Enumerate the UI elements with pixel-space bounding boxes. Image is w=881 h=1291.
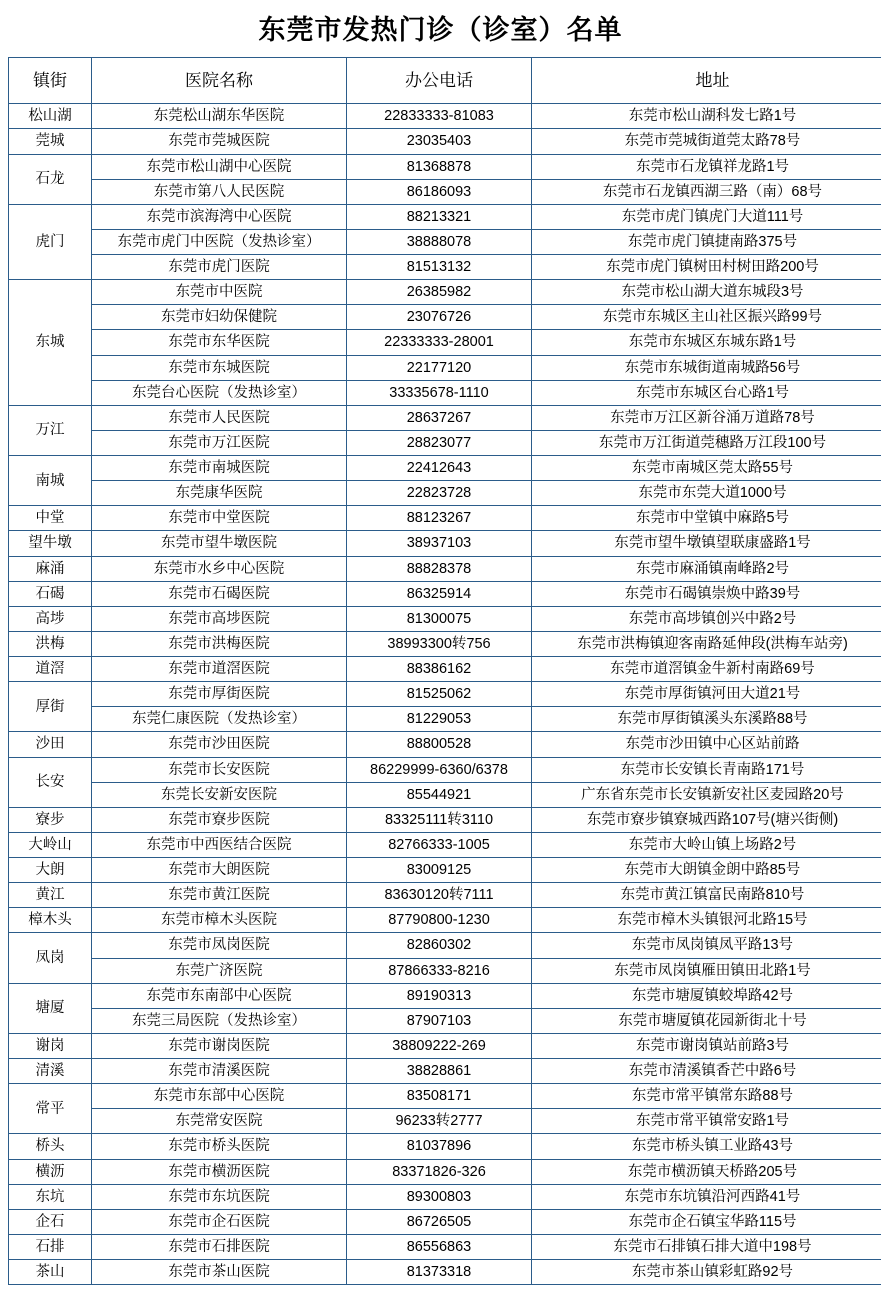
cell-telephone: 81525062: [347, 682, 532, 707]
cell-telephone: 88828378: [347, 556, 532, 581]
cell-hospital-name: 东莞市企石医院: [92, 1209, 347, 1234]
cell-hospital-name: 东莞市横沥医院: [92, 1159, 347, 1184]
cell-telephone: 81229053: [347, 707, 532, 732]
cell-address: 东莞市塘厦镇蛟埠路42号: [532, 983, 881, 1008]
cell-address: 东莞市塘厦镇花园新街北十号: [532, 1008, 881, 1033]
cell-telephone: 87907103: [347, 1008, 532, 1033]
cell-hospital-name: 东莞仁康医院（发热诊室）: [92, 707, 347, 732]
cell-town: 茶山: [9, 1260, 92, 1285]
cell-address: 东莞市虎门镇树田村树田路200号: [532, 255, 881, 280]
cell-address: 东莞市石排镇石排大道中198号: [532, 1234, 881, 1259]
cell-telephone: 88386162: [347, 657, 532, 682]
table-row: [9, 280, 881, 305]
cell-address: 东莞市樟木头镇银河北路15号: [532, 908, 881, 933]
cell-address: 东莞市东城区主山社区振兴路99号: [532, 305, 881, 330]
cell-hospital-name: 东莞市南城医院: [92, 456, 347, 481]
cell-telephone: 38828861: [347, 1059, 532, 1084]
cell-town: 大岭山: [9, 832, 92, 857]
table-row: [9, 154, 881, 179]
cell-address: 东莞市东城街道南城路56号: [532, 355, 881, 380]
cell-telephone: 83009125: [347, 858, 532, 883]
cell-address: 东莞市东坑镇沿河西路41号: [532, 1184, 881, 1209]
cell-hospital-name: 东莞市虎门医院: [92, 255, 347, 280]
table-row: [9, 179, 881, 204]
cell-hospital-name: 东莞市东南部中心医院: [92, 983, 347, 1008]
cell-town: 塘厦: [9, 983, 92, 1033]
cell-address: 东莞市寮步镇寮城西路107号(塘兴街侧): [532, 807, 881, 832]
cell-address: 东莞市石龙镇西湖三路（南）68号: [532, 179, 881, 204]
cell-hospital-name: 东莞市东华医院: [92, 330, 347, 355]
cell-telephone: 22333333-28001: [347, 330, 532, 355]
table-row: [9, 606, 881, 631]
cell-telephone: 23076726: [347, 305, 532, 330]
cell-telephone: 87866333-8216: [347, 958, 532, 983]
cell-town: 厚街: [9, 682, 92, 732]
cell-address: 东莞市松山湖科发七路1号: [532, 104, 881, 129]
table-row: [9, 631, 881, 656]
cell-telephone: 38888078: [347, 229, 532, 254]
cell-town: 万江: [9, 405, 92, 455]
table-header-row: [9, 58, 881, 104]
cell-telephone: 86186093: [347, 179, 532, 204]
table-row: [9, 1159, 881, 1184]
cell-address: 东莞市大岭山镇上场路2号: [532, 832, 881, 857]
cell-hospital-name: 东莞市望牛墩医院: [92, 531, 347, 556]
cell-telephone: 83630120转7111: [347, 883, 532, 908]
cell-address: 东莞市望牛墩镇望联康盛路1号: [532, 531, 881, 556]
table-row: [9, 1033, 881, 1058]
column-header-hospital: 医院名称: [92, 58, 347, 104]
cell-address: 东莞市清溪镇香芒中路6号: [532, 1059, 881, 1084]
table-row: [9, 405, 881, 430]
table-row: [9, 1134, 881, 1159]
cell-address: 东莞市洪梅镇迎客南路延伸段(洪梅车站旁): [532, 631, 881, 656]
cell-town: 东城: [9, 280, 92, 406]
cell-hospital-name: 东莞市中堂医院: [92, 506, 347, 531]
cell-hospital-name: 东莞市长安医院: [92, 757, 347, 782]
table-row: [9, 1234, 881, 1259]
cell-address: 东莞市桥头镇工业路43号: [532, 1134, 881, 1159]
cell-telephone: 22823728: [347, 481, 532, 506]
table-row: [9, 305, 881, 330]
table-row: [9, 531, 881, 556]
table-row: [9, 908, 881, 933]
cell-hospital-name: 东莞松山湖东华医院: [92, 104, 347, 129]
table-row: [9, 782, 881, 807]
cell-telephone: 38809222-269: [347, 1033, 532, 1058]
cell-hospital-name: 东莞市松山湖中心医院: [92, 154, 347, 179]
column-header-telephone: 办公电话: [347, 58, 532, 104]
cell-hospital-name: 东莞市大朗医院: [92, 858, 347, 883]
cell-address: 东莞市沙田镇中心区站前路: [532, 732, 881, 757]
cell-town: 常平: [9, 1084, 92, 1134]
cell-telephone: 38993300转756: [347, 631, 532, 656]
cell-address: 东莞市石龙镇祥龙路1号: [532, 154, 881, 179]
table-row: [9, 757, 881, 782]
table-row: [9, 1084, 881, 1109]
cell-address: 东莞市常平镇常安路1号: [532, 1109, 881, 1134]
table-row: [9, 807, 881, 832]
cell-town: 沙田: [9, 732, 92, 757]
cell-telephone: 88800528: [347, 732, 532, 757]
cell-town: 黄江: [9, 883, 92, 908]
cell-hospital-name: 东莞市高埗医院: [92, 606, 347, 631]
cell-town: 道滘: [9, 657, 92, 682]
cell-hospital-name: 东莞市凤岗医院: [92, 933, 347, 958]
table-row: [9, 129, 881, 154]
cell-hospital-name: 东莞市滨海湾中心医院: [92, 204, 347, 229]
cell-hospital-name: 东莞市中医院: [92, 280, 347, 305]
cell-telephone: 82766333-1005: [347, 832, 532, 857]
cell-address: 东莞市万江街道莞穗路万江段100号: [532, 430, 881, 455]
cell-telephone: 22833333-81083: [347, 104, 532, 129]
cell-town: 虎门: [9, 204, 92, 279]
cell-address: 东莞市虎门镇虎门大道111号: [532, 204, 881, 229]
cell-town: 横沥: [9, 1159, 92, 1184]
cell-telephone: 85544921: [347, 782, 532, 807]
cell-town: 麻涌: [9, 556, 92, 581]
fever-clinic-table: [8, 57, 881, 1285]
table-row: [9, 1260, 881, 1285]
cell-address: 东莞市厚街镇河田大道21号: [532, 682, 881, 707]
cell-telephone: 86229999-6360/6378: [347, 757, 532, 782]
cell-town: 松山湖: [9, 104, 92, 129]
cell-telephone: 83508171: [347, 1084, 532, 1109]
table-row: [9, 832, 881, 857]
cell-telephone: 89190313: [347, 983, 532, 1008]
table-row: [9, 657, 881, 682]
cell-town: 洪梅: [9, 631, 92, 656]
cell-telephone: 96233转2777: [347, 1109, 532, 1134]
cell-telephone: 83371826-326: [347, 1159, 532, 1184]
cell-telephone: 23035403: [347, 129, 532, 154]
cell-town: 石碣: [9, 581, 92, 606]
cell-address: 东莞市大朗镇金朗中路85号: [532, 858, 881, 883]
cell-hospital-name: 东莞市东坑医院: [92, 1184, 347, 1209]
table-row: [9, 883, 881, 908]
cell-hospital-name: 东莞市清溪医院: [92, 1059, 347, 1084]
table-row: [9, 430, 881, 455]
cell-address: 东莞市高埗镇创兴中路2号: [532, 606, 881, 631]
cell-hospital-name: 东莞市水乡中心医院: [92, 556, 347, 581]
page-title: 东莞市发热门诊（诊室）名单: [0, 0, 881, 57]
table-row: [9, 229, 881, 254]
cell-hospital-name: 东莞常安医院: [92, 1109, 347, 1134]
cell-hospital-name: 东莞市万江医院: [92, 430, 347, 455]
cell-telephone: 86726505: [347, 1209, 532, 1234]
cell-address: 东莞市石碣镇崇焕中路39号: [532, 581, 881, 606]
cell-address: 广东省东莞市长安镇新安社区麦园路20号: [532, 782, 881, 807]
table-row: [9, 732, 881, 757]
cell-hospital-name: 东莞市东城医院: [92, 355, 347, 380]
cell-hospital-name: 东莞市厚街医院: [92, 682, 347, 707]
cell-telephone: 81368878: [347, 154, 532, 179]
table-row: [9, 707, 881, 732]
cell-telephone: 81373318: [347, 1260, 532, 1285]
cell-telephone: 81300075: [347, 606, 532, 631]
cell-address: 东莞市莞城街道莞太路78号: [532, 129, 881, 154]
cell-address: 东莞市万江区新谷涌万道路78号: [532, 405, 881, 430]
cell-hospital-name: 东莞广济医院: [92, 958, 347, 983]
cell-telephone: 33335678-1110: [347, 380, 532, 405]
cell-town: 高埗: [9, 606, 92, 631]
cell-town: 樟木头: [9, 908, 92, 933]
table-row: [9, 481, 881, 506]
table-row: [9, 255, 881, 280]
table-row: [9, 556, 881, 581]
cell-hospital-name: 东莞市茶山医院: [92, 1260, 347, 1285]
cell-telephone: 22412643: [347, 456, 532, 481]
cell-address: 东莞市东城区台心路1号: [532, 380, 881, 405]
column-header-address: 地址: [532, 58, 881, 104]
cell-address: 东莞市虎门镇捷南路375号: [532, 229, 881, 254]
cell-telephone: 81513132: [347, 255, 532, 280]
cell-telephone: 28637267: [347, 405, 532, 430]
cell-hospital-name: 东莞市虎门中医院（发热诊室）: [92, 229, 347, 254]
table-row: [9, 1059, 881, 1084]
cell-hospital-name: 东莞市谢岗医院: [92, 1033, 347, 1058]
table-row: [9, 330, 881, 355]
cell-town: 石龙: [9, 154, 92, 204]
cell-address: 东莞市横沥镇天桥路205号: [532, 1159, 881, 1184]
cell-hospital-name: 东莞市莞城医院: [92, 129, 347, 154]
table-row: [9, 1209, 881, 1234]
cell-town: 石排: [9, 1234, 92, 1259]
table-row: [9, 983, 881, 1008]
cell-town: 中堂: [9, 506, 92, 531]
cell-hospital-name: 东莞市黄江医院: [92, 883, 347, 908]
cell-hospital-name: 东莞市妇幼保健院: [92, 305, 347, 330]
table-row: [9, 1184, 881, 1209]
cell-hospital-name: 东莞市石碣医院: [92, 581, 347, 606]
cell-town: 桥头: [9, 1134, 92, 1159]
cell-telephone: 88213321: [347, 204, 532, 229]
table-row: [9, 581, 881, 606]
cell-town: 莞城: [9, 129, 92, 154]
cell-hospital-name: 东莞康华医院: [92, 481, 347, 506]
cell-town: 南城: [9, 456, 92, 506]
table-row: [9, 1109, 881, 1134]
cell-hospital-name: 东莞市石排医院: [92, 1234, 347, 1259]
table-row: [9, 506, 881, 531]
cell-hospital-name: 东莞市中西医结合医院: [92, 832, 347, 857]
table-row: [9, 355, 881, 380]
cell-address: 东莞市黄江镇富民南路810号: [532, 883, 881, 908]
cell-address: 东莞市道滘镇金牛新村南路69号: [532, 657, 881, 682]
table-body: [9, 104, 881, 1285]
cell-telephone: 88123267: [347, 506, 532, 531]
cell-address: 东莞市松山湖大道东城段3号: [532, 280, 881, 305]
cell-hospital-name: 东莞长安新安医院: [92, 782, 347, 807]
cell-telephone: 86556863: [347, 1234, 532, 1259]
table-row: [9, 104, 881, 129]
cell-address: 东莞市南城区莞太路55号: [532, 456, 881, 481]
cell-address: 东莞市厚街镇溪头东溪路88号: [532, 707, 881, 732]
cell-hospital-name: 东莞台心医院（发热诊室）: [92, 380, 347, 405]
cell-telephone: 86325914: [347, 581, 532, 606]
cell-town: 大朗: [9, 858, 92, 883]
table-row: [9, 858, 881, 883]
cell-telephone: 26385982: [347, 280, 532, 305]
cell-telephone: 83325111转3110: [347, 807, 532, 832]
cell-hospital-name: 东莞市桥头医院: [92, 1134, 347, 1159]
cell-hospital-name: 东莞市沙田医院: [92, 732, 347, 757]
cell-telephone: 38937103: [347, 531, 532, 556]
table-row: [9, 682, 881, 707]
cell-address: 东莞市茶山镇彩虹路92号: [532, 1260, 881, 1285]
table-header: [9, 58, 881, 104]
cell-hospital-name: 东莞市洪梅医院: [92, 631, 347, 656]
cell-town: 寮步: [9, 807, 92, 832]
cell-address: 东莞市凤岗镇凤平路13号: [532, 933, 881, 958]
cell-hospital-name: 东莞三局医院（发热诊室）: [92, 1008, 347, 1033]
table-row: [9, 380, 881, 405]
table-row: [9, 1008, 881, 1033]
cell-town: 清溪: [9, 1059, 92, 1084]
cell-address: 东莞市中堂镇中麻路5号: [532, 506, 881, 531]
cell-town: 谢岗: [9, 1033, 92, 1058]
table-row: [9, 958, 881, 983]
cell-hospital-name: 东莞市寮步医院: [92, 807, 347, 832]
cell-town: 望牛墩: [9, 531, 92, 556]
cell-town: 长安: [9, 757, 92, 807]
cell-telephone: 82860302: [347, 933, 532, 958]
cell-address: 东莞市常平镇常东路88号: [532, 1084, 881, 1109]
cell-telephone: 87790800-1230: [347, 908, 532, 933]
cell-address: 东莞市谢岗镇站前路3号: [532, 1033, 881, 1058]
cell-hospital-name: 东莞市樟木头医院: [92, 908, 347, 933]
cell-address: 东莞市企石镇宝华路115号: [532, 1209, 881, 1234]
cell-address: 东莞市东城区东城东路1号: [532, 330, 881, 355]
cell-address: 东莞市长安镇长青南路171号: [532, 757, 881, 782]
table-row: [9, 933, 881, 958]
cell-hospital-name: 东莞市人民医院: [92, 405, 347, 430]
cell-town: 企石: [9, 1209, 92, 1234]
cell-address: 东莞市麻涌镇南峰路2号: [532, 556, 881, 581]
cell-telephone: 81037896: [347, 1134, 532, 1159]
cell-address: 东莞市凤岗镇雁田镇田北路1号: [532, 958, 881, 983]
cell-hospital-name: 东莞市第八人民医院: [92, 179, 347, 204]
column-header-town: 镇街: [9, 58, 92, 104]
table-row: [9, 456, 881, 481]
table-row: [9, 204, 881, 229]
cell-hospital-name: 东莞市东部中心医院: [92, 1084, 347, 1109]
cell-town: 东坑: [9, 1184, 92, 1209]
cell-telephone: 28823077: [347, 430, 532, 455]
cell-hospital-name: 东莞市道滘医院: [92, 657, 347, 682]
cell-address: 东莞市东莞大道1000号: [532, 481, 881, 506]
cell-telephone: 22177120: [347, 355, 532, 380]
cell-telephone: 89300803: [347, 1184, 532, 1209]
cell-town: 凤岗: [9, 933, 92, 983]
